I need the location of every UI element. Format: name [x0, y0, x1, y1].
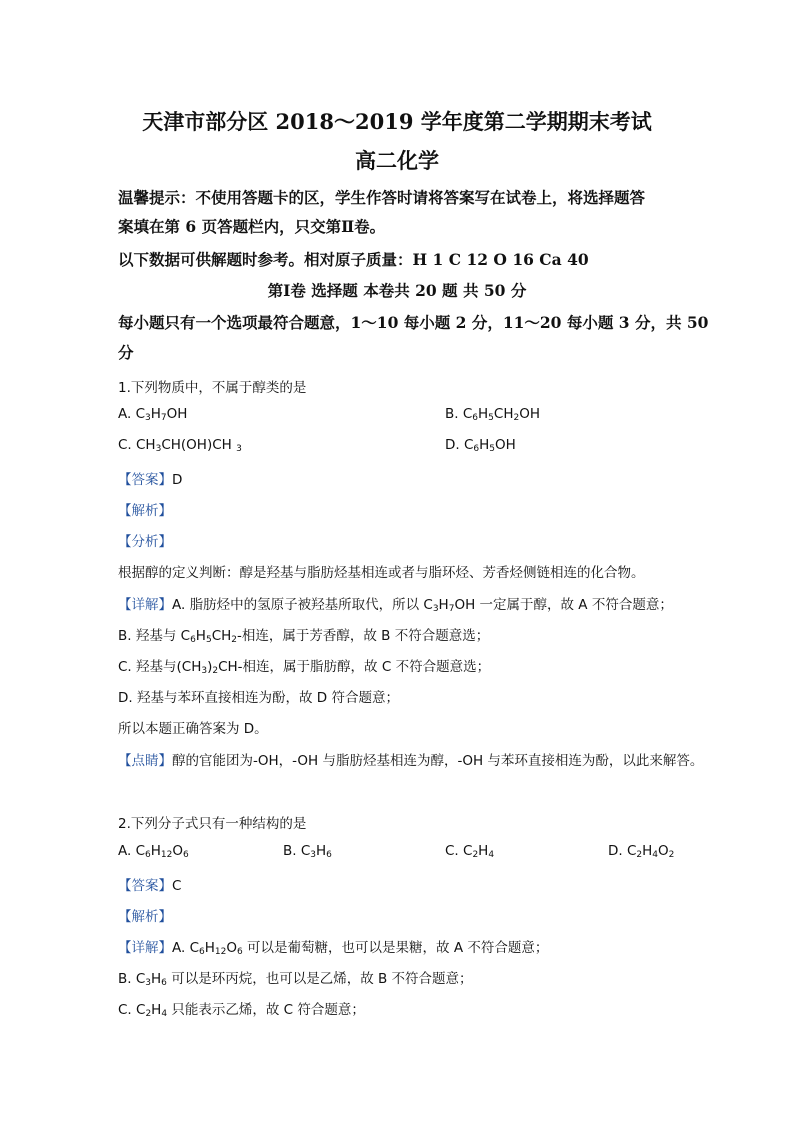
q2-option-a: A. $C_6H_{12}O_6$	[118, 843, 189, 860]
notice-line-3: 以下数据可供解题时参考。相对原子质量：H 1 C 12 O 16 Ca 40	[118, 250, 589, 269]
q1-analysis-tag: 【解析】	[118, 503, 172, 519]
q1-point: 【点睛】醇的官能团为-OH，-OH 与脂肪烃基相连为醇，-OH 与苯环直接相连为酚，以此来解答。	[118, 753, 704, 769]
q1-answer: 【答案】D	[118, 472, 183, 488]
q1-option-a: A. $C_3H_7OH$	[118, 406, 188, 423]
section-instruction-1: 每小题只有一个选项最符合题意，1～10 每小题 2 分，11～20 每小题 3 分，共 50	[118, 313, 709, 332]
q1-option-c: C. $CH_3CH(OH)CH$ $_3$	[118, 437, 242, 454]
q2-stem: 2.下列分子式只有一种结构的是	[118, 816, 307, 832]
notice-line-1: 温馨提示：不使用答题卡的区，学生作答时请将答案写在试卷上，将选择题答	[118, 188, 646, 207]
q1-conclusion: 所以本题正确答案为 D。	[118, 721, 268, 737]
page-title: 天津市部分区 2018～2019 学年度第二学期期末考试	[142, 109, 652, 134]
q2-option-c: C. $C_2H_4$	[445, 843, 495, 860]
q2-detail-c: C. $C_2H_4$ 只能表示乙烯，故 C 符合题意；	[118, 1002, 365, 1019]
section-instruction-2: 分	[118, 343, 134, 362]
q1-fenxi-text: 根据醇的定义判断：醇是羟基与脂肪烃基相连或者与脂环烃、芳香烃侧链相连的化合物。	[118, 565, 645, 581]
q1-detail-b: B. 羟基与 $C_6H_5CH_2-$相连，属于芳香醇，故 B 不符合题意选；	[118, 628, 490, 645]
q1-fenxi-tag: 【分析】	[118, 534, 172, 550]
q1-detail-d: D. 羟基与苯环直接相连为酚，故 D 符合题意；	[118, 690, 399, 706]
page-subtitle: 高二化学	[355, 148, 439, 173]
q2-option-b: B. $C_3H_6$	[283, 843, 332, 860]
notice-line-2: 案填在第 6 页答题栏内，只交第Ⅱ卷。	[118, 217, 386, 236]
q1-option-b: B. $C_6H_5CH_2OH$	[445, 406, 540, 423]
q1-detail-a: 【详解】A. 脂肪烃中的氢原子被羟基所取代，所以 $C_3H_7OH$ 一定属于醇，故 A 不符合题意；	[118, 597, 673, 614]
q1-option-d: D. $C_6H_5OH$	[445, 437, 516, 454]
q2-detail-b: B. $C_3H_6$ 可以是环丙烷，也可以是乙烯，故 B 不符合题意；	[118, 971, 473, 988]
q2-answer: 【答案】C	[118, 878, 182, 894]
answer-tag: 【答案】	[118, 472, 172, 488]
q2-analysis-tag: 【解析】	[118, 909, 172, 925]
section-title: 第Ⅰ卷 选择题 本卷共 20 题 共 50 分	[267, 281, 527, 300]
q1-detail-c: C. 羟基与$(CH_3)_2CH-$相连，属于脂肪醇，故 C 不符合题意选；	[118, 659, 491, 676]
q1-stem: 1.下列物质中，不属于醇类的是	[118, 380, 307, 396]
q2-detail-a: 【详解】A. $C_6H_{12}O_6$ 可以是葡萄糖，也可以是果糖，故 A 不符合题意；	[118, 940, 549, 957]
q2-option-d: D. $C_2H_4O_2$	[608, 843, 675, 860]
